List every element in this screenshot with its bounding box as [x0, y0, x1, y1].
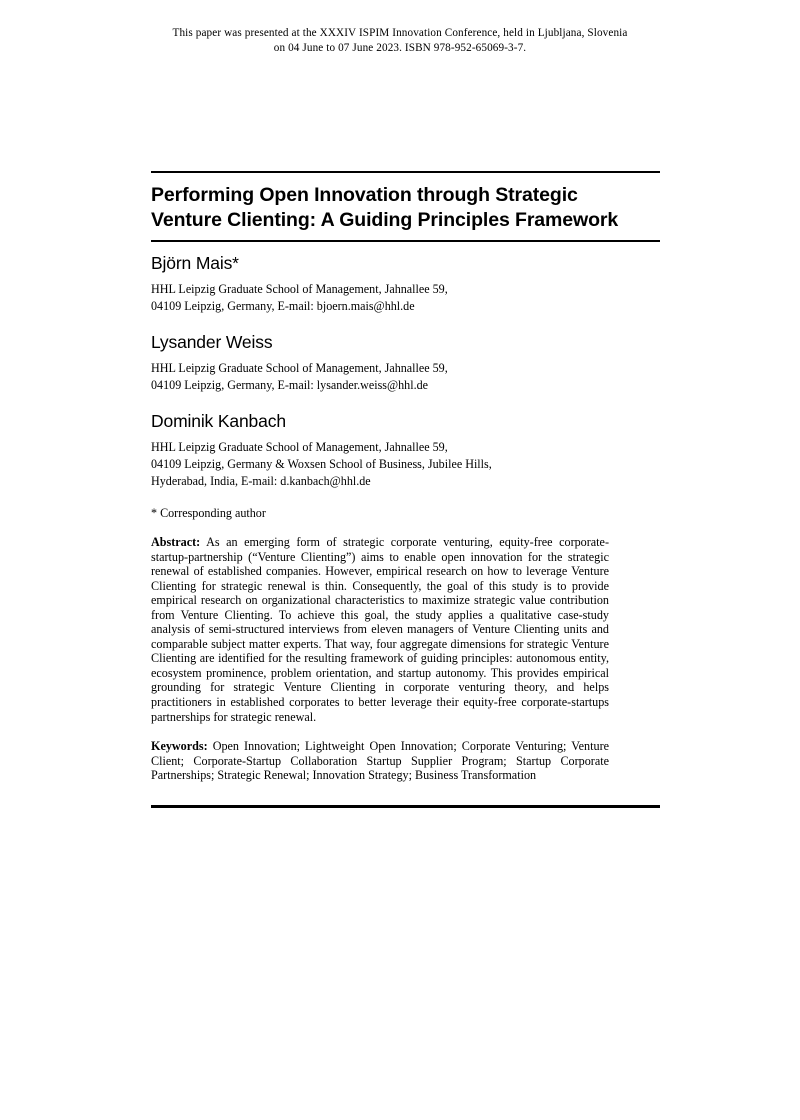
conference-header-line-1: This paper was presented at the XXXIV ISPIM Innovation Conference, held in Ljubljana, Slovenia	[172, 27, 628, 39]
abstract-section	[151, 535, 609, 724]
author-name-1: Björn Mais*	[151, 253, 239, 273]
title-rule-bottom	[151, 240, 660, 242]
keywords-section	[151, 739, 609, 783]
author-affiliation-1	[151, 281, 660, 314]
author-affiliation-2	[151, 360, 660, 393]
keywords-text: Open Innovation; Lightweight Open Innovation; Corporate Venturing; Venture Client; Corporate-Startup Collaboration Startup Supplier Program; Startup Corporate Partnerships; Strategic Renewal; Innovation Strategy; Business Transformation	[151, 739, 609, 783]
author-affiliation-3-line-2: 04109 Leipzig, Germany & Woxsen School of Business, Jubilee Hills,	[151, 456, 492, 471]
author-block-3	[151, 410, 660, 489]
author-affiliation-3-line-3: Hyderabad, India, E-mail: d.kanbach@hhl.de	[151, 473, 371, 488]
page-title	[151, 173, 660, 240]
author-affiliation-1-line-1: HHL Leipzig Graduate School of Management, Jahnallee 59,	[151, 282, 448, 296]
author-affiliation-3-line-1: HHL Leipzig Graduate School of Management, Jahnallee 59,	[151, 440, 448, 455]
title-block	[151, 171, 660, 242]
abstract-text: As an emerging form of strategic corporate venturing, equity-free corporate-startup-partnership (“Venture Clienting”) aims to enable open innovation for the strategic renewal of established companies. However, empirical research on how to leverage Venture Clienting for strategic renewal is thin. Consequently, the goal of this study is to provide empirical research on organizational characteristics to maximize strategic value contribution from Venture Clienting. To achieve this goal, the study applies a qualitative case-study analysis of semi-structured interviews from eleven managers of Venture Clienting units and comparable subject matter experts. That way, four aggregate dimensions for strategic Venture Clienting are identified for the resulting framework of guiding principles: autonomous entity, ecosystem prominence, problem orientation, and startup autonomy. This provides empirical grounding for strategic Venture Clienting in corporate venturing theory, and helps practitioners in established corporates to better leverage their equity-free corporate-startups partnerships for strategic renewal.	[151, 535, 609, 724]
conference-header	[140, 26, 660, 55]
author-name-2: Lysander Weiss	[151, 332, 273, 353]
conference-header-line-2: on 04 June to 07 June 2023. ISBN 978-952-65069-3-7.	[273, 41, 527, 54]
author-affiliation-2-line-2: 04109 Leipzig, Germany, E-mail: lysander.weiss@hhl.de	[151, 377, 429, 392]
author-name-3: Dominik Kanbach	[151, 411, 286, 432]
abstract-label: Abstract:	[151, 535, 201, 549]
author-list	[151, 252, 660, 506]
author-affiliation-1-line-2: 04109 Leipzig, Germany, E-mail: bjoern.mais@hhl.de	[151, 298, 415, 313]
corresponding-author-note: * Corresponding author	[151, 506, 266, 520]
author-block-1	[151, 252, 660, 314]
page-title-line-1: Performing Open Innovation through Strategic	[151, 184, 578, 206]
content-rule-bottom	[151, 805, 660, 808]
author-block-2	[151, 331, 660, 393]
author-affiliation-2-line-1: HHL Leipzig Graduate School of Management, Jahnallee 59,	[151, 361, 448, 376]
author-affiliation-3	[151, 439, 660, 489]
page-title-line-2: Venture Clienting: A Guiding Principles Framework	[151, 208, 619, 231]
keywords-label: Keywords:	[151, 739, 208, 753]
